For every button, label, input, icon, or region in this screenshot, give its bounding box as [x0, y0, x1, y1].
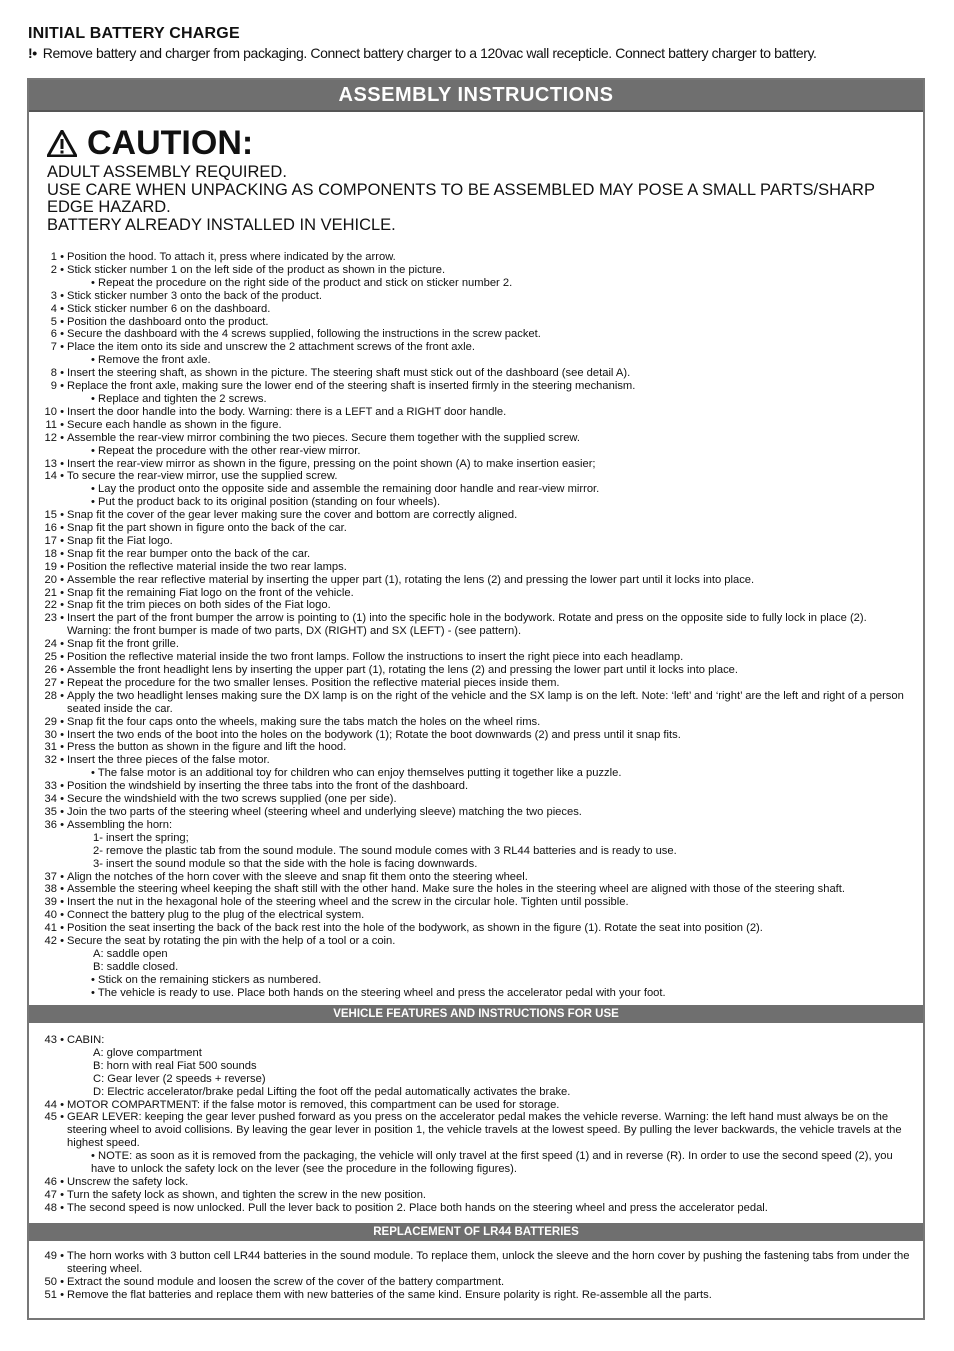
step-number: 2 •	[50, 263, 64, 276]
step-number: 48 •	[44, 1201, 64, 1214]
step-number	[43, 1150, 64, 1176]
step-text: Insert the steering shaft, as shown in the picture. The steering shaft must stick out of the dashboard (see detail A).	[67, 367, 631, 380]
step-number: 27 •	[44, 676, 64, 689]
step-number: 15 •	[44, 509, 64, 522]
step-number: 44 •	[44, 1098, 64, 1111]
step-text: Assemble the rear-view mirror combining the two pieces. Secure them together with the supplied screw.	[67, 431, 580, 444]
step-text: Insert the door handle into the body. Warning: there is a LEFT and a RIGHT door handle.	[67, 405, 507, 418]
list-item	[43, 858, 913, 871]
step-text: GEAR LEVER: keeping the gear lever pushed forward as you press on the accelerator pedal makes the vehicle reverse. Warning: the left hand must always be on the steering wheel to avoid collisions. By leaving the gear lever in position 1, the vehicle travels at the lowest speed. By pulling the lever backwards, the vehicle travels at the highest speed.	[67, 1111, 902, 1150]
step-text: Position the hood. To attach it, press where indicated by the arrow.	[67, 251, 396, 263]
step-text: Snap fit the cover of the gear lever making sure the cover and bottom are correctly aligned.	[67, 509, 518, 522]
step-number: 49 •	[44, 1250, 64, 1262]
step-text: • Repeat the procedure on the right side of the product and stick on sticker number 2.	[91, 276, 513, 289]
list-item	[43, 1086, 913, 1099]
list-item	[43, 509, 913, 522]
step-number	[43, 961, 64, 974]
step-number: 26 •	[44, 664, 64, 676]
list-item	[43, 987, 913, 1000]
list-item	[43, 496, 913, 509]
step-number: 5 •	[50, 315, 64, 328]
step-text: A: glove compartment	[93, 1046, 202, 1059]
list-item	[43, 1099, 913, 1112]
list-item	[43, 548, 913, 561]
list-item	[43, 380, 913, 393]
list-item	[43, 780, 913, 793]
list-item	[43, 419, 913, 432]
list-item	[43, 767, 913, 780]
step-number: 17 •	[44, 534, 64, 547]
step-number: 16 •	[44, 522, 64, 535]
warning-triangle-icon	[47, 130, 77, 157]
step-text: • Lay the product onto the opposite side and assemble the remaining door handle and rear-view mirror.	[91, 483, 600, 496]
step-text: Snap fit the four caps onto the wheels, making sure the tabs match the holes on the wheel rims.	[67, 715, 541, 728]
list-item	[43, 303, 913, 316]
list-item	[43, 1111, 913, 1150]
list-item	[43, 522, 913, 535]
step-number: 47 •	[44, 1188, 64, 1201]
step-text: Connect the battery plug to the plug of the electrical system.	[67, 909, 365, 922]
step-number: 29 •	[44, 715, 64, 728]
list-item	[43, 690, 913, 716]
list-item	[43, 1276, 913, 1289]
step-number: 42 •	[44, 935, 64, 948]
battery-replacement-header: REPLACEMENT OF LR44 BATTERIES	[29, 1223, 923, 1241]
step-number: 11 •	[45, 418, 64, 431]
list-item	[43, 909, 913, 922]
list-item	[43, 1250, 913, 1276]
step-number	[43, 354, 64, 367]
list-item	[43, 316, 913, 329]
step-text: Snap fit the front grille.	[67, 638, 179, 651]
step-number	[43, 277, 64, 290]
step-number	[43, 483, 64, 496]
step-number: 51 •	[44, 1288, 64, 1301]
list-item	[43, 264, 913, 277]
step-number: 22 •	[44, 599, 64, 612]
step-text: Snap fit the Fiat logo.	[67, 534, 173, 547]
step-text: Secure each handle as shown in the figure.	[67, 418, 282, 431]
step-number	[43, 393, 64, 406]
list-item	[43, 1289, 913, 1302]
step-number	[43, 974, 64, 987]
step-number: 14 •	[44, 470, 64, 483]
step-number: 25 •	[44, 651, 64, 664]
step-text: Position the windshield by inserting the three tabs into the front of the dashboard.	[67, 780, 469, 793]
step-text: Position the reflective material inside the two front lamps. Follow the instructions to insert the right piece into each headlamp.	[67, 651, 684, 664]
list-item	[43, 251, 913, 264]
step-text: Repeat the procedure for the two smaller lenses. Position the reflective material pieces inside them.	[67, 676, 560, 689]
step-text: Position the seat inserting the back of the back rest into the hole of the bodywork, as shown in the figure (1). Rotate the seat into position (2).	[67, 922, 763, 935]
list-item	[43, 1176, 913, 1189]
step-number: 41 •	[44, 922, 64, 935]
step-number: 13 •	[44, 457, 64, 470]
list-item	[43, 871, 913, 884]
list-item	[43, 741, 913, 754]
list-item	[43, 341, 913, 354]
caution-line: BATTERY ALREADY INSTALLED IN VEHICLE.	[47, 215, 396, 234]
list-item	[43, 793, 913, 806]
list-item	[43, 574, 913, 587]
step-text: D: Electric accelerator/brake pedal Lifting the foot off the pedal automatically activates the brake.	[93, 1085, 571, 1098]
list-item	[43, 277, 913, 290]
step-text: Assemble the steering wheel keeping the shaft still with the other hand. Make sure the holes in the steering wheel are aligned with those of the steering shaft.	[67, 883, 845, 896]
list-item	[43, 961, 913, 974]
step-text: • Remove the front axle.	[91, 354, 211, 367]
step-number: 12 •	[44, 431, 64, 444]
step-number	[43, 1047, 64, 1060]
step-text: Snap fit the trim pieces on both sides of the Fiat logo.	[67, 599, 331, 612]
assembly-instructions-header: ASSEMBLY INSTRUCTIONS	[29, 80, 923, 112]
list-item	[43, 328, 913, 341]
list-item	[43, 393, 913, 406]
list-item	[43, 883, 913, 896]
step-text: Unscrew the safety lock.	[67, 1175, 189, 1188]
step-number: 35 •	[44, 805, 64, 818]
step-text: Extract the sound module and loosen the screw of the cover of the battery compartment.	[67, 1275, 505, 1288]
step-number	[43, 987, 64, 1000]
step-text: 3- insert the sound module so that the side with the hole is facing downwards.	[93, 857, 478, 870]
step-text: Stick sticker number 1 on the left side of the product as shown in the picture.	[67, 263, 446, 276]
step-number: 37 •	[44, 870, 64, 883]
step-number: 46 •	[44, 1175, 64, 1188]
step-number: 39 •	[44, 896, 64, 909]
list-item	[43, 754, 913, 767]
list-item	[43, 896, 913, 909]
step-text: Secure the seat by rotating the pin with the help of a tool or a coin.	[67, 935, 396, 948]
list-item	[43, 729, 913, 742]
step-text: • Repeat the procedure with the other rear-view mirror.	[91, 444, 361, 457]
step-text: Insert the nut in the hexagonal hole of the steering wheel and the screw in the circular hole. Tighten until possible.	[67, 896, 629, 909]
caution-line: USE CARE WHEN UNPACKING AS COMPONENTS TO BE ASSEMBLED MAY POSE A SMALL PARTS/SHARP EDGE HAZARD.	[47, 180, 875, 216]
step-number: 36 •	[44, 818, 64, 831]
list-item	[43, 922, 913, 935]
step-text: Assemble the rear reflective material by inserting the upper part (1), rotating the lens (2) and pressing the lower part until it locks into place.	[67, 573, 755, 586]
list-item	[43, 367, 913, 380]
list-item	[43, 845, 913, 858]
list-item	[43, 406, 913, 419]
step-text: Place the item onto its side and unscrew the 2 attachment screws of the front axle.	[67, 341, 475, 354]
caution-line: ADULT ASSEMBLY REQUIRED.	[47, 163, 287, 181]
step-text: To secure the rear-view mirror, use the supplied screw.	[67, 470, 338, 483]
list-item	[43, 1189, 913, 1202]
step-text: Remove the flat batteries and replace them with new batteries of the same kind. Ensure polarity is right. Re-assemble all the parts.	[67, 1288, 712, 1301]
list-item	[43, 432, 913, 445]
step-text: • NOTE: as soon as it is removed from the packaging, the vehicle will only travel at the first speed (1) and in reverse (R). In order to use the second speed (2), you have to unlock the safety lock on the lever (see the procedure in the following figures).	[91, 1150, 893, 1176]
list-item	[43, 651, 913, 664]
step-number: 34 •	[44, 793, 64, 806]
step-text: 2- remove the plastic tab from the sound module. The sound module comes with 3 RL44 batteries and is ready to use.	[93, 844, 677, 857]
step-number: 10 •	[44, 405, 64, 418]
step-number: 21 •	[44, 586, 64, 599]
list-item	[43, 599, 913, 612]
step-number: 43 •	[44, 1034, 64, 1046]
caution-heading	[47, 124, 253, 163]
step-number: 18 •	[44, 547, 64, 560]
step-text: Secure the dashboard with the 4 screws supplied, following the instructions in the screw packet.	[67, 328, 541, 341]
list-item	[43, 806, 913, 819]
step-number: 50 •	[44, 1275, 64, 1288]
caution-warnings	[47, 164, 917, 234]
step-text: • Stick on the remaining stickers as numbered.	[91, 973, 322, 986]
list-item	[43, 638, 913, 651]
step-number	[43, 445, 64, 458]
step-number: 1 •	[50, 251, 64, 263]
list-item	[43, 354, 913, 367]
step-number: 38 •	[44, 883, 64, 896]
step-text: Insert the rear-view mirror as shown in the figure, pressing on the point shown (A) to make insertion easier;	[67, 457, 596, 470]
step-text: Position the dashboard onto the product.	[67, 315, 269, 328]
list-item	[43, 819, 913, 832]
step-number: 9 •	[50, 380, 64, 393]
step-number: 31 •	[44, 741, 64, 754]
initial-charge-instruction: Remove battery and charger from packaging. Connect battery charger to a 120vac wall recepticle. Connect battery charger to battery.	[42, 45, 817, 61]
step-number: 30 •	[44, 728, 64, 741]
step-text: Snap fit the part shown in figure onto the back of the car.	[67, 522, 347, 535]
step-number	[43, 1086, 64, 1099]
list-item	[43, 445, 913, 458]
step-number: 32 •	[44, 754, 64, 767]
step-number: 7 •	[50, 341, 64, 354]
step-number	[43, 948, 64, 961]
step-number: 8 •	[50, 367, 64, 380]
assembly-steps-list	[43, 251, 913, 1000]
assembly-frame	[27, 78, 925, 1320]
step-text: CABIN:	[67, 1034, 105, 1046]
step-number	[43, 767, 64, 780]
step-text: • Put the product back to its original position (standing on four wheels).	[91, 496, 441, 509]
list-item	[43, 1047, 913, 1060]
step-text: Assembling the horn:	[67, 818, 173, 831]
step-text: Stick sticker number 3 onto the back of the product.	[67, 289, 322, 302]
step-text: The horn works with 3 button cell LR44 batteries in the sound module. To replace them, unlock the sleeve and the horn cover by pushing the fastening tabs from under the steering wheel.	[67, 1250, 910, 1275]
caution-title: CAUTION:	[87, 124, 254, 162]
list-item	[43, 458, 913, 471]
list-item	[43, 664, 913, 677]
vehicle-features-list	[43, 1034, 913, 1215]
step-number	[43, 858, 64, 871]
step-text: B: saddle closed.	[93, 960, 179, 973]
step-number	[43, 496, 64, 509]
step-text: C: Gear lever (2 speeds + reverse)	[93, 1072, 266, 1085]
list-item	[43, 612, 913, 638]
bang-marker: !•	[28, 45, 37, 61]
step-number	[43, 845, 64, 858]
step-text: Join the two parts of the steering wheel (steering wheel and underlying sleeve) matching the two pieces.	[67, 805, 582, 818]
step-text: Stick sticker number 6 on the dashboard.	[67, 302, 271, 315]
list-item	[43, 470, 913, 483]
list-item	[43, 948, 913, 961]
step-text: Turn the safety lock as shown, and tighten the screw in the new position.	[67, 1188, 427, 1201]
step-text: Replace the front axle, making sure the lower end of the steering shaft is inserted firmly in the steering mechanism.	[67, 380, 636, 393]
step-number: 28 •	[44, 689, 64, 702]
step-text: Snap fit the rear bumper onto the back of the car.	[67, 547, 311, 560]
list-item	[43, 677, 913, 690]
list-item	[43, 1034, 913, 1047]
step-text: B: horn with real Fiat 500 sounds	[93, 1059, 257, 1072]
step-number: 33 •	[44, 780, 64, 793]
list-item	[43, 1073, 913, 1086]
initial-battery-charge-text	[28, 45, 817, 61]
list-item	[43, 1150, 913, 1176]
step-text: Snap fit the remaining Fiat logo on the front of the vehicle.	[67, 586, 354, 599]
step-number: 23 •	[44, 612, 64, 625]
step-number: 3 •	[50, 289, 64, 302]
step-text: Press the button as shown in the figure and lift the hood.	[67, 741, 347, 754]
list-item	[43, 561, 913, 574]
list-item	[43, 935, 913, 948]
step-text: Assemble the front headlight lens by inserting the upper part (1), rotating the lens (2) and pressing the lower part until it locks into place.	[67, 664, 738, 676]
initial-battery-charge-title: INITIAL BATTERY CHARGE	[28, 25, 240, 42]
list-item	[43, 1202, 913, 1215]
step-text: • The vehicle is ready to use. Place both hands on the steering wheel and press the accelerator pedal with your foot.	[91, 986, 666, 999]
step-text: Align the notches of the horn cover with the sleeve and snap fit them onto the steering wheel.	[67, 870, 528, 883]
step-text: Insert the part of the front bumper the arrow is pointing to (1) into the specific hole in the bodywork. Rotate and press on the opposite side to fully lock in place (2). Warning: the front bumper is made of two parts, DX (RIGHT) and SX (LEFT) - (see pattern).	[67, 612, 867, 638]
list-item	[43, 535, 913, 548]
step-text: • The false motor is an additional toy for children who can enjoy themselves putting it together like a puzzle.	[91, 767, 622, 780]
step-number: 6 •	[50, 328, 64, 341]
step-number: 24 •	[44, 638, 64, 651]
list-item	[43, 716, 913, 729]
step-text: The second speed is now unlocked. Pull the lever back to position 2. Place both hands on the steering wheel and press the accelerator pedal.	[67, 1201, 768, 1214]
step-text: Apply the two headlight lenses making sure the DX lamp is on the right of the vehicle and the SX lamp is on the left. Note: ‘left’ and ‘right’ are the left and right of a person seated inside the car.	[67, 689, 904, 715]
battery-replacement-list	[43, 1250, 913, 1302]
step-text: A: saddle open	[93, 947, 168, 960]
step-text: 1- insert the spring;	[93, 831, 189, 844]
step-number: 20 •	[44, 573, 64, 586]
step-text: Insert the three pieces of the false motor.	[67, 754, 270, 767]
step-text: Insert the two ends of the boot into the holes on the bodywork (1); Rotate the boot downwards (2) and press until it snap fits.	[67, 728, 681, 741]
step-number	[43, 832, 64, 845]
list-item	[43, 587, 913, 600]
step-number: 4 •	[50, 302, 64, 315]
step-text: MOTOR COMPARTMENT: if the false motor is removed, this compartment can be used for storage.	[67, 1098, 560, 1111]
list-item	[43, 1060, 913, 1073]
vehicle-features-header: VEHICLE FEATURES AND INSTRUCTIONS FOR USE	[29, 1005, 923, 1023]
step-number	[43, 1073, 64, 1086]
list-item	[43, 290, 913, 303]
step-number: 45 •	[44, 1111, 64, 1124]
list-item	[43, 974, 913, 987]
step-number: 19 •	[44, 560, 64, 573]
list-item	[43, 832, 913, 845]
step-number	[43, 1060, 64, 1073]
step-number: 40 •	[44, 909, 64, 922]
list-item	[43, 483, 913, 496]
step-text: Position the reflective material inside the two rear lamps.	[67, 560, 347, 573]
step-text: • Replace and tighten the 2 screws.	[91, 392, 267, 405]
step-text: Secure the windshield with the two screws supplied (one per side).	[67, 793, 397, 806]
